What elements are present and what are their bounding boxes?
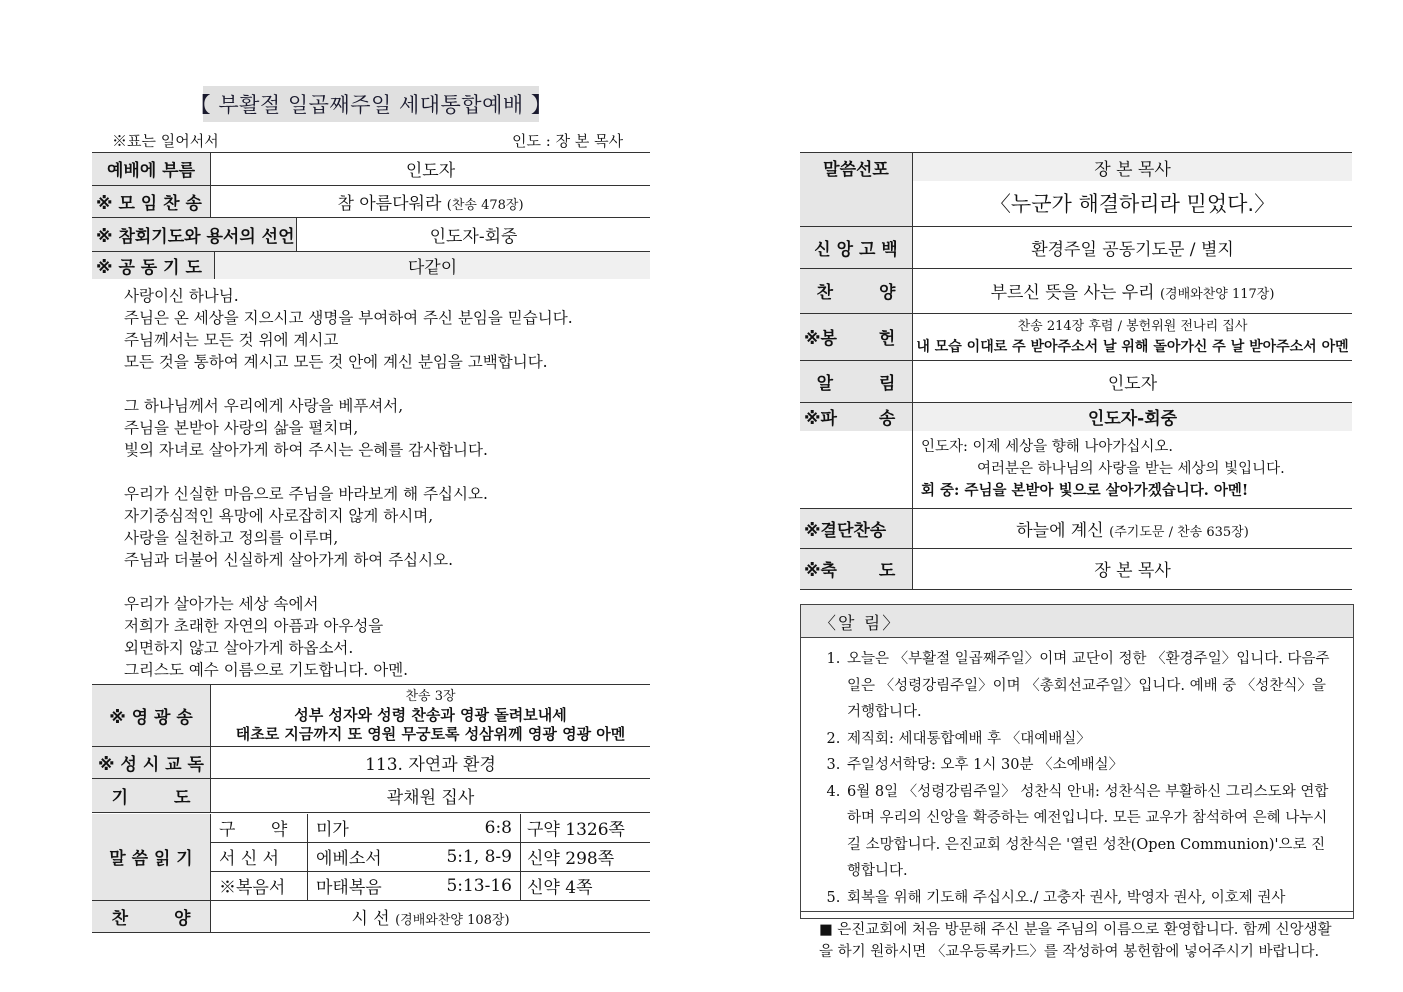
- notice-item: 5. 회복을 위해 기도해 주십시오./ 고충자 권사, 박영자 권사, 이호제 권사: [845, 885, 1339, 912]
- welcome-message: ■ 은진교회에 처음 방문해 주신 분을 주님의 이름으로 환영합니다. 함께 신앙생활을 하기 원하시면 〈교우등록카드〉를 작성하여 봉헌함에 넣어주시기 바랍니다.: [801, 911, 1353, 963]
- offering-sub: 찬송 214장 후렴 / 봉헌위원 전나리 집사: [1017, 318, 1248, 334]
- praise-label-left: 찬 양: [92, 901, 211, 932]
- order-table-bottom: [92, 685, 650, 813]
- praise-value-left: 시 선: [351, 908, 390, 929]
- sending-line-3: 회 중: 주님을 본받아 빛으로 살아가겠습니다. 아멘!: [921, 482, 1249, 500]
- reading-ot-page: 구약 1326쪽: [521, 814, 651, 842]
- reading-ot-label: 구 약: [211, 814, 308, 842]
- sermon-title: 〈누군가 해결하리라 믿었다.〉: [913, 181, 1353, 226]
- prayer-line: 자기중심적인 욕망에 사로잡히지 않게 하시며,: [124, 507, 434, 525]
- reading-ep-book: 에베소서: [308, 842, 401, 871]
- prayer-line: 우리가 신실한 마음으로 주님을 바라보게 해 주십시오.: [124, 485, 488, 503]
- sending-line-2: 여러분은 하나님의 사랑을 받는 세상의 빛입니다.: [977, 461, 1285, 478]
- offering-line: 내 모습 이대로 주 받아주소서 날 위해 돌아가신 주 날 받아주소서 아멘: [916, 338, 1349, 355]
- pray-value: 곽채원 집사: [211, 778, 651, 812]
- reading-gs-label: ※복음서: [211, 871, 308, 900]
- announce-label: 알 림: [800, 360, 913, 402]
- reading-ot-verse: 6:8: [400, 814, 521, 842]
- praise-value-right: 부르신 뜻을 사는 우리: [990, 283, 1155, 303]
- readings-table: [92, 814, 650, 901]
- repent-value: 인도자-회중: [297, 218, 651, 251]
- sermon-speaker: 장 본 목사: [913, 153, 1353, 181]
- prayer-value: 다같이: [215, 252, 651, 279]
- prayer-row: [92, 252, 650, 279]
- bless-label: ※축 도: [800, 548, 913, 589]
- prayer-line: 모든 것을 통하여 계시고 모든 것 안에 계신 분임을 고백합니다.: [124, 353, 548, 371]
- psalm-label: ※ 성 시 교 독: [92, 746, 211, 778]
- psalm-value: 113. 자연과 환경: [211, 746, 651, 778]
- bless-value: 장 본 목사: [913, 548, 1353, 589]
- hymn-number: (찬송 478장): [446, 197, 524, 213]
- stand-note: ※표는 일어서서: [112, 132, 219, 150]
- common-prayer-text: [124, 285, 573, 681]
- reading-ot-book: 미가: [308, 814, 401, 842]
- resolve-value: 하늘에 계신: [1016, 520, 1104, 541]
- reading-gs-verse: 5:13-16: [400, 871, 521, 900]
- order-table-top: [92, 153, 650, 218]
- prayer-line: 빛의 자녀로 살아가게 하여 주시는 은혜를 감사합니다.: [124, 441, 488, 459]
- glory-line-1: 성부 성자와 성령 찬송과 영광 돌려보내세: [294, 705, 567, 724]
- creed-label: 신 앙 고 백: [800, 226, 913, 268]
- prayer-line: 주님과 더불어 신실하게 살아가게 하여 주십시오.: [124, 551, 454, 569]
- sermon-label: 말씀선포: [800, 153, 913, 181]
- reading-gs-page: 신약 4쪽: [521, 871, 651, 900]
- hymn-label: ※ 모 임 찬 송: [92, 185, 211, 217]
- pray-label: 기 도: [92, 778, 211, 812]
- notice-item: 3. 주일성서학당: 오후 1시 30분 〈소예배실〉: [845, 752, 1339, 779]
- praise-number-right: (경배와찬양 117장): [1159, 287, 1275, 302]
- reading-ep-page: 신약 298쪽: [521, 842, 651, 871]
- reading-ep-verse: 5:1, 8-9: [400, 842, 521, 871]
- notice-item: 4. 6월 8일 〈성령강림주일〉 성찬식 안내: 성찬식은 부활하신 그리스도와 연합하며 우리의 신앙을 확증하는 예전입니다. 모든 교우가 참석하여 은혜 나누시길 소망합니다. 은진교회 성찬식은 '열린 성찬(Open Communion)'으로 진행합니다.: [845, 779, 1339, 885]
- offering-label: ※봉 헌: [800, 313, 913, 360]
- prayer-line: 사랑이신 하나님.: [124, 287, 239, 305]
- praise-number-left: (경배와찬양 108장): [395, 912, 510, 928]
- call-label: 예배에 부름: [92, 153, 211, 185]
- call-value: 인도자: [211, 153, 651, 185]
- repent-row: [92, 218, 650, 252]
- notices-box: [800, 604, 1354, 960]
- prayer-line: [124, 571, 573, 593]
- sending-line-1: 인도자: 이제 세상을 향해 나아가십시오.: [921, 439, 1174, 456]
- reading-label: 말 씀 읽 기: [92, 814, 211, 900]
- prayer-line: 외면하지 않고 살아가게 하옵소서.: [124, 639, 354, 657]
- praise-label-right: 찬 양: [800, 268, 913, 313]
- prayer-line: 그리스도 예수 이름으로 기도합니다. 아멘.: [124, 661, 409, 679]
- praise-row-left: [92, 901, 650, 933]
- prayer-line: 주님을 본받아 사랑의 삶을 펼치며,: [124, 419, 359, 437]
- glory-number: 찬송 3장: [405, 688, 456, 704]
- notice-item: 1. 오늘은 〈부활절 일곱째주일〉이며 교단이 정한 〈환경주일〉입니다. 다음주일은 〈성령강림주일〉이며 〈총회선교주일〉입니다. 예배 중 〈성찬식〉을 거행합니다.: [845, 646, 1339, 726]
- prayer-line: 주님은 온 세상을 지으시고 생명을 부여하여 주신 분임을 믿습니다.: [124, 309, 573, 327]
- glory-line-2: 태초로 지금까지 또 영원 무궁토록 성삼위께 영광 영광 아멘: [235, 724, 626, 743]
- prayer-line: 우리가 살아가는 세상 속에서: [124, 595, 319, 613]
- creed-value: 환경주일 공동기도문 / 별지: [913, 226, 1353, 268]
- page-title: 【 부활절 일곱째주일 세대통합예배 】: [203, 86, 539, 122]
- prayer-label: ※ 공 동 기 도: [92, 252, 215, 279]
- prayer-line: [124, 373, 573, 395]
- repent-label: ※ 참회기도와 용서의 선언: [92, 218, 297, 251]
- announce-value: 인도자: [913, 360, 1353, 402]
- prayer-line: 주님께서는 모든 것 위에 계시고: [124, 331, 339, 349]
- notices-header: 〈알 림〉: [801, 605, 1353, 638]
- prayer-line: 사랑을 실천하고 정의를 이루며,: [124, 529, 339, 547]
- hymn-value: 참 아름다워라: [337, 193, 442, 214]
- notice-item: 2. 제직회: 세대통합예배 후 〈대예배실〉: [845, 726, 1339, 753]
- leader-note: 인도 : 장 본 목사: [512, 132, 624, 150]
- glory-label: ※ 영 광 송: [92, 685, 211, 746]
- prayer-line: 그 하나님께서 우리에게 사랑을 베푸셔서,: [124, 397, 404, 415]
- prayer-line: [124, 461, 573, 483]
- resolve-label: ※결단찬송: [800, 508, 913, 548]
- sending-label: ※파 송: [800, 402, 913, 431]
- notices-list: [801, 638, 1353, 911]
- prayer-line: 저희가 초래한 자연의 아픔과 아우성을: [124, 617, 384, 635]
- sending-value: 인도자-회중: [913, 402, 1353, 431]
- resolve-number: (주기도문 / 찬송 635장): [1109, 524, 1249, 540]
- order-table-right: [800, 153, 1352, 590]
- reading-gs-book: 마태복음: [308, 871, 401, 900]
- reading-ep-label: 서 신 서: [211, 842, 308, 871]
